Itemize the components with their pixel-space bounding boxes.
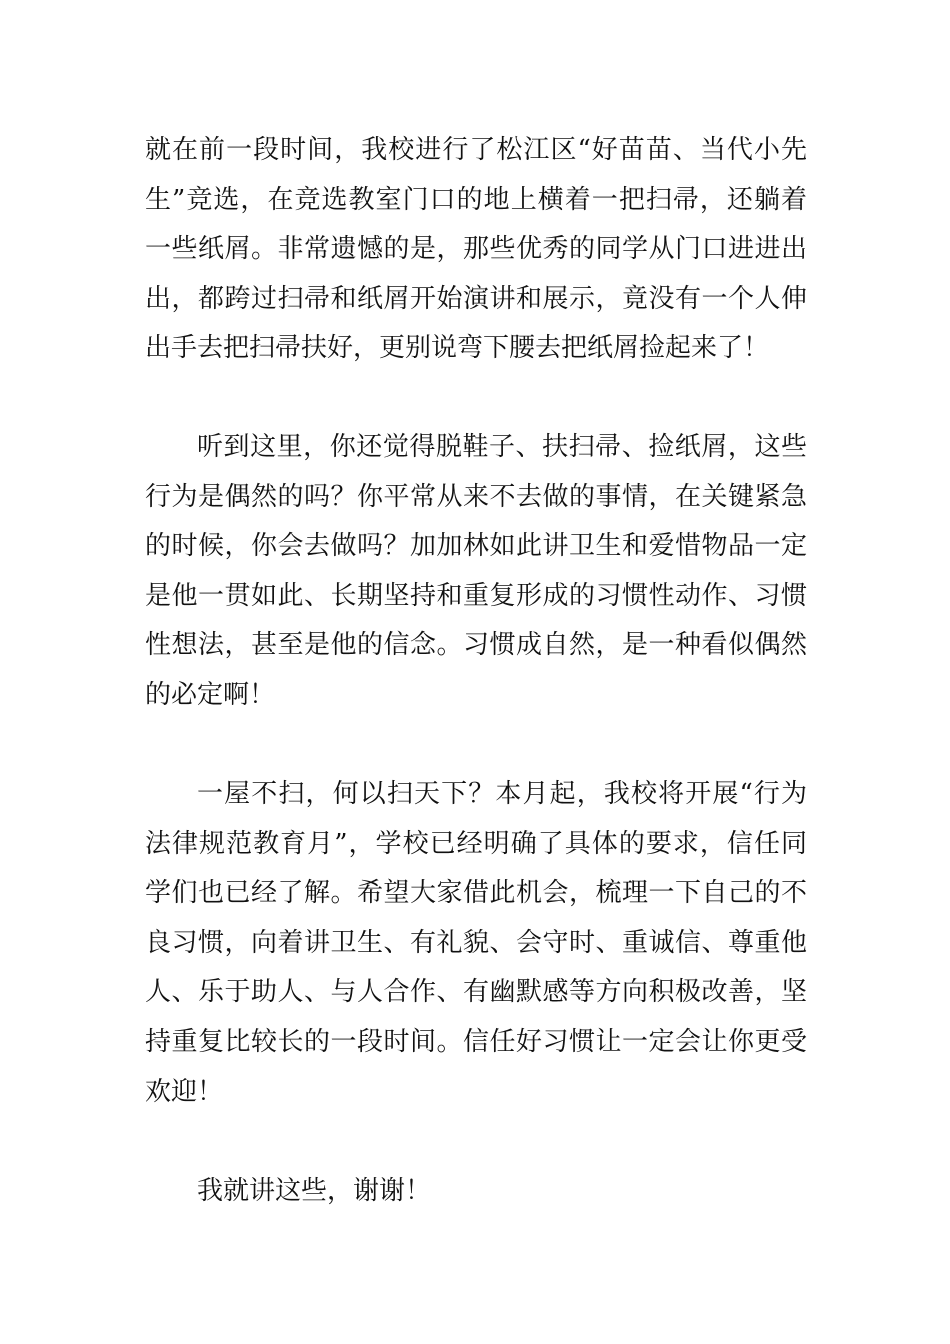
paragraph-2: 听到这里，你还觉得脱鞋子、扶扫帚、捡纸屑，这些行为是偶然的吗？你平常从来不去做的事情，在关键紧急的时候，你会去做吗？加加林如此讲卫生和爱惜物品一定是他一贯如此、长期坚持和重复形成的习惯性动作、习惯性想法，甚至是他的信念。习惯成自然，是一种看似偶然的必定啊！ [145, 432, 807, 710]
paragraph-3: 一屋不扫，何以扫天下？本月起，我校将开展“行为法律规范教育月”，学校已经明确了具体的要求，信任同学们也已经了解。希望大家借此机会，梳理一下自己的不良习惯，向着讲卫生、有礼貌、会守时、重诚信、尊重他人、乐于助人、与人合作、有幽默感等方向积极改善，坚持重复比较长的一段时间。信任好习惯让一定会让你更受欢迎！ [145, 779, 807, 1107]
paragraph-1: 就在前一段时间，我校进行了松江区“好苗苗、当代小先生”竞选，在竞选教室门口的地上横着一把扫帚，还躺着一些纸屑。非常遗憾的是，那些优秀的同学从门口进进出出，都跨过扫帚和纸屑开始演讲和展示，竟没有一个人伸出手去把扫帚扶好，更别说弯下腰去把纸屑捡起来了！ [145, 135, 807, 364]
paragraph-closing: 我就讲这些，谢谢！ [197, 1176, 432, 1206]
